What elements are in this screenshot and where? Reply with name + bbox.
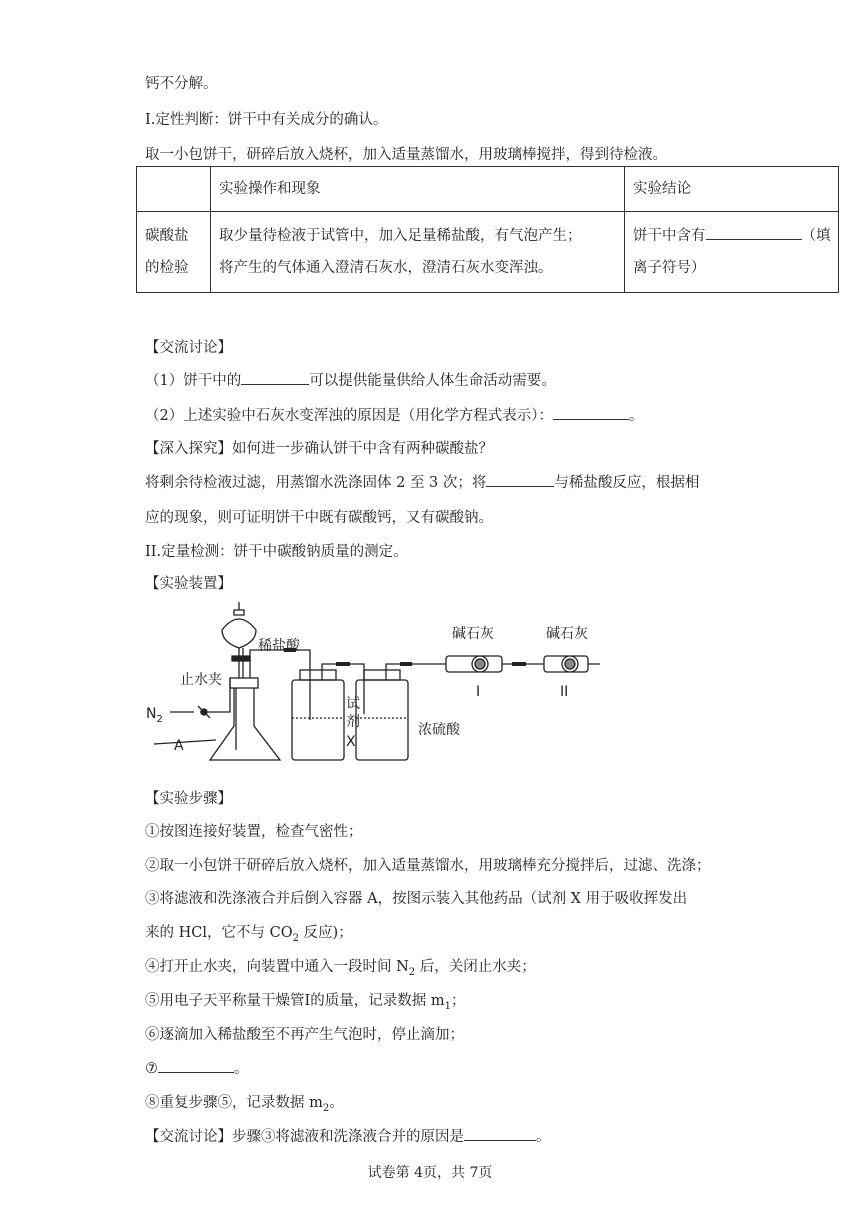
- step-line: 来的 HCl，它不与 $CO_2$ 反应)；: [145, 925, 353, 944]
- table-header: 实验结论: [625, 167, 839, 212]
- label-clamp: 止水夹: [180, 672, 222, 688]
- section-heading: II.定量检测：饼干中碳酸钠质量的测定。: [145, 544, 408, 560]
- page-footer: 试卷第 4页，共 7页: [367, 1165, 493, 1181]
- text-line: 将剩余待检液过滤，用蒸馏水洗涤固体 2 至 3 次；将 与稀盐酸反应，根据相: [145, 471, 699, 492]
- text-line: 取一小包饼干，研碎后放入烧杯，加入适量蒸馏水，用玻璃棒搅拌，得到待检液。: [145, 147, 667, 163]
- label-soda-lime-1: 碱石灰: [452, 626, 494, 642]
- step-line: ⑦ 。: [145, 1057, 249, 1078]
- table-cell: 碳酸盐 的检验: [137, 212, 211, 293]
- step-line: ③将滤液和洗涤液合并后倒入容器 A，按图示装入其他药品（试剂 X 用于吸收挥发出: [145, 891, 688, 907]
- step-line: ⑧重复步骤⑤，记录数据 $m_2$。: [145, 1095, 344, 1114]
- table-header: 实验操作和现象: [211, 167, 625, 212]
- label-reagent-x: 试剂 X: [346, 696, 360, 750]
- table-header: [137, 167, 211, 212]
- apparatus-diagram: [140, 600, 600, 770]
- label-conc-sulfuric-acid: 浓硫酸: [418, 722, 460, 738]
- label-n2: $N_2$: [146, 706, 163, 725]
- text-line: 钙不分解。: [145, 76, 218, 92]
- answer-blank[interactable]: [158, 1058, 234, 1073]
- label-a: A: [174, 738, 184, 754]
- step-line: ④打开止水夹，向装置中通入一段时间 $N_2$ 后，关闭止水夹；: [145, 959, 536, 978]
- question-line: 【交流讨论】步骤③将滤液和洗涤液合并的原因是 。: [145, 1125, 551, 1146]
- label-tube-ii: II: [560, 684, 569, 700]
- answer-blank[interactable]: [464, 1126, 536, 1141]
- question-line: （1）饼干中的 可以提供能量供给人体生命活动需要。: [145, 369, 556, 390]
- section-heading: 【实验装置】: [145, 576, 232, 592]
- step-line: ⑤用电子天平称量干燥管I的质量，记录数据 $m_1$；: [145, 993, 466, 1012]
- step-line: ②取一小包饼干研碎后放入烧杯，加入适量蒸馏水，用玻璃棒充分搅拌后，过滤、洗涤；: [145, 858, 711, 874]
- text-line: 应的现象，则可证明饼干中既有碳酸钙，又有碳酸钠。: [145, 510, 493, 526]
- section-heading: I.定性判断：饼干中有关成分的确认。: [145, 112, 388, 128]
- label-soda-lime-2: 碱石灰: [546, 626, 588, 642]
- section-heading: 【深入探究】如何进一步确认饼干中含有两种碳酸盐？: [145, 441, 493, 457]
- experiment-table: [136, 166, 839, 293]
- label-tube-i: I: [476, 684, 481, 700]
- section-heading: 【实验步骤】: [145, 791, 232, 807]
- answer-blank[interactable]: [706, 225, 802, 240]
- step-line: ①按图连接好装置，检查气密性；: [145, 824, 363, 840]
- label-acid: 稀盐酸: [258, 638, 300, 654]
- question-line: （2）上述实验中石灰水变浑浊的原因是（用化学方程式表示）： 。: [145, 404, 643, 425]
- answer-blank[interactable]: [553, 405, 629, 420]
- answer-blank[interactable]: [241, 370, 309, 385]
- step-line: ⑥逐滴加入稀盐酸至不再产生气泡时，停止滴加；: [145, 1027, 464, 1043]
- section-heading: 【交流讨论】: [145, 340, 232, 356]
- table-cell: 饼干中含有 （填 离子符号）: [625, 212, 839, 293]
- answer-blank[interactable]: [486, 472, 554, 487]
- table-cell: 取少量待检液于试管中，加入足量稀盐酸，有气泡产生； 将产生的气体通入澄清石灰水，澄清石灰水变浑浊。: [211, 212, 625, 293]
